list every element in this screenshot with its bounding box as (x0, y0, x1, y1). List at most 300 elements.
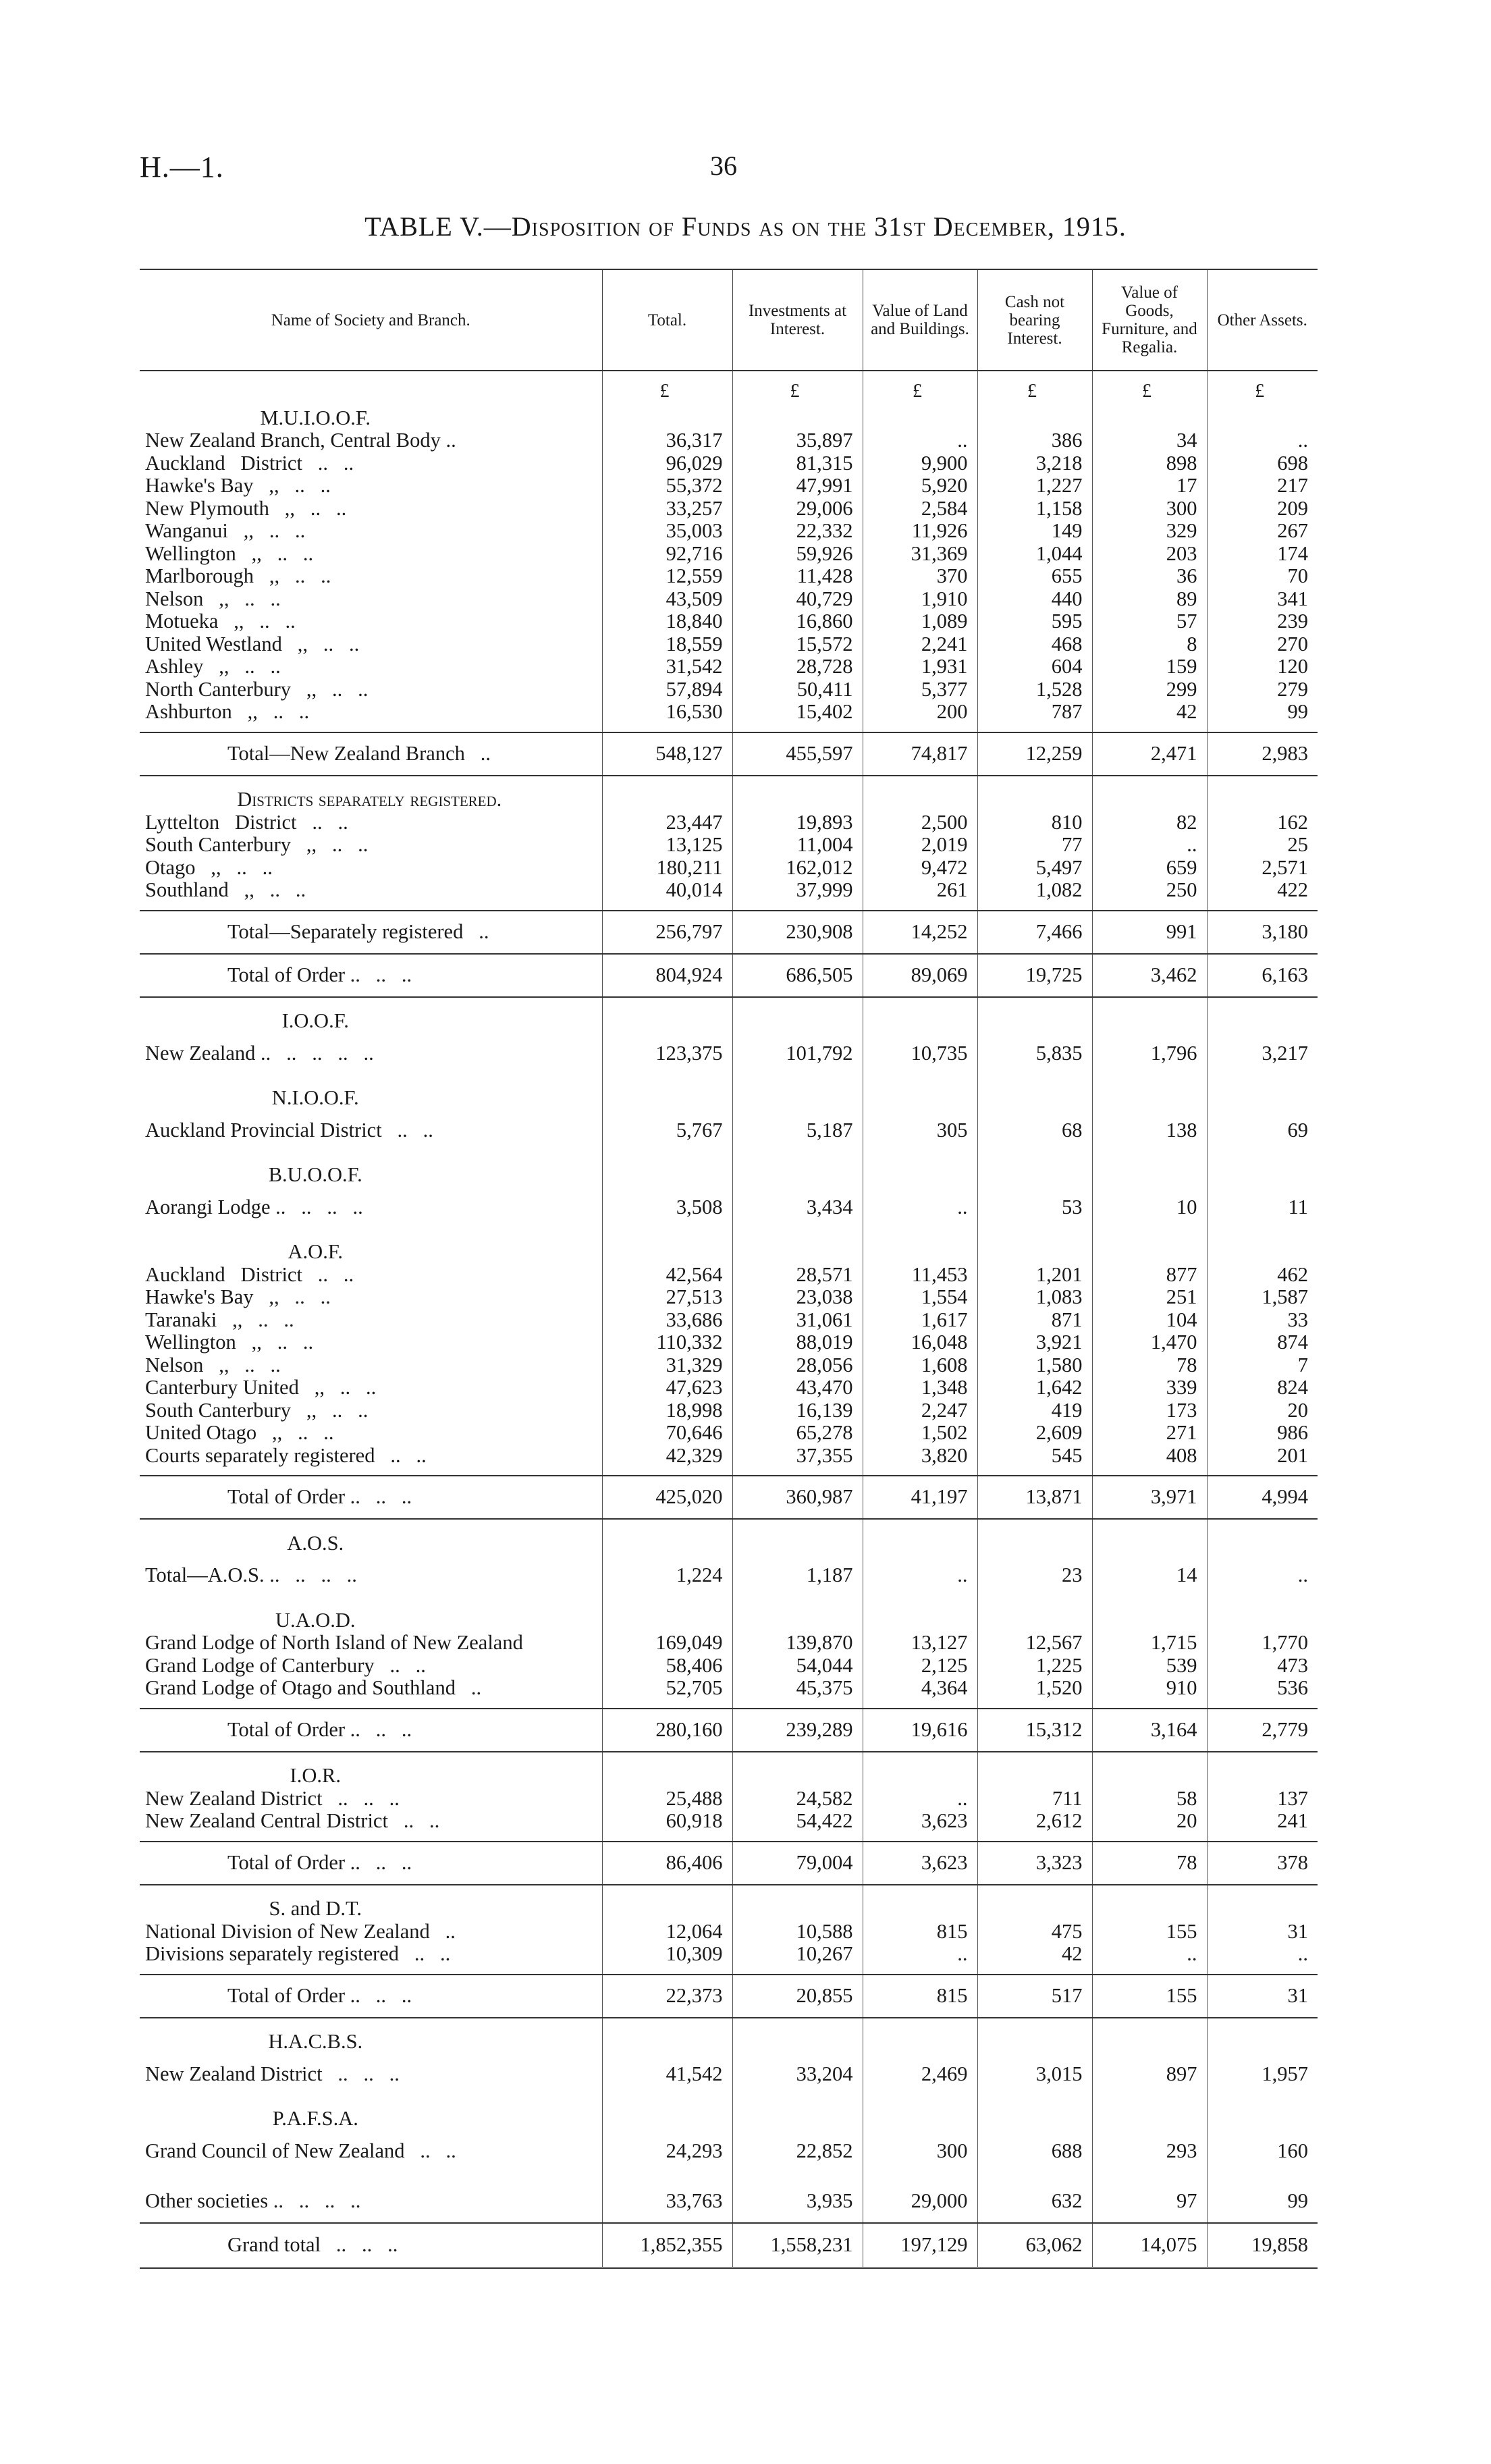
cash-cell: 1,158 (977, 498, 1092, 520)
goods-cell (1092, 1605, 1207, 1632)
header-goods: Value of Goods, Furniture, and Regalia. (1092, 269, 1207, 371)
total-cell: 33,257 (602, 498, 732, 520)
name-cell: Grand total .. .. .. (140, 2223, 602, 2268)
spacer-cell (977, 902, 1092, 911)
investments-cell: 22,332 (732, 520, 863, 543)
spacer-cell (1207, 1833, 1318, 1842)
land-cell (863, 1761, 977, 1788)
spacer-cell (1092, 1075, 1207, 1083)
cash-cell: 53 (977, 1187, 1092, 1229)
cash-cell: 7,466 (977, 911, 1092, 954)
cash-cell (977, 784, 1092, 811)
investments-cell: 5,187 (732, 1110, 863, 1152)
goods-cell (1092, 1006, 1207, 1033)
other-cell: .. (1207, 1555, 1318, 1597)
spacer-cell (1207, 2172, 1318, 2180)
section-heading-text: N.I.O.O.F. (271, 1086, 359, 1109)
total-cell: 33,763 (602, 2180, 732, 2223)
total-cell: 92,716 (602, 543, 732, 566)
table-row (140, 678, 1318, 701)
investments-cell: 65,278 (732, 1422, 863, 1445)
other-cell: 239 (1207, 610, 1318, 633)
investments-cell: 29,006 (732, 498, 863, 520)
goods-cell: 898 (1092, 452, 1207, 475)
name-cell: Otago ,, .. .. (145, 856, 273, 879)
land-cell: 1,608 (863, 1354, 977, 1377)
total-cell: 24,293 (602, 2131, 732, 2172)
investments-cell: 31,061 (732, 1309, 863, 1332)
cash-cell: 1,227 (977, 475, 1092, 498)
spacer-cell (1092, 1966, 1207, 1975)
total-cell (602, 1761, 732, 1788)
goods-cell: 3,164 (1092, 1709, 1207, 1752)
spacer-cell (977, 1229, 1092, 1237)
section-heading-text: Districts separately registered. (237, 788, 502, 811)
name-cell: Total of Order .. .. .. (140, 1842, 602, 1885)
goods-cell: 20 (1092, 1810, 1207, 1833)
goods-cell: 251 (1092, 1286, 1207, 1309)
name-cell: Ashburton ,, .. .. (145, 701, 310, 723)
other-cell: 698 (1207, 452, 1318, 475)
table-row (140, 520, 1318, 543)
section-heading-text: I.O.R. (290, 1764, 341, 1787)
spacer-cell (1092, 2018, 1207, 2027)
cash-cell: 12,259 (977, 732, 1092, 776)
cash-cell: 2,612 (977, 1810, 1092, 1833)
other-cell: 422 (1207, 879, 1318, 902)
other-cell: .. (1207, 1943, 1318, 1966)
currency-unit: £ (1092, 371, 1207, 402)
name-cell: Divisions separately registered .. .. (145, 1943, 451, 1965)
investments-cell (732, 402, 863, 429)
land-cell: 261 (863, 879, 977, 902)
investments-cell: 1,558,231 (732, 2223, 863, 2268)
header-other: Other Assets. (1207, 269, 1318, 371)
other-cell: 174 (1207, 543, 1318, 566)
spacer-cell (1092, 1229, 1207, 1237)
investments-cell: 28,728 (732, 655, 863, 678)
total-cell (602, 1605, 732, 1632)
other-cell: 267 (1207, 520, 1318, 543)
cash-cell: 517 (977, 1975, 1092, 2018)
cash-cell: 1,528 (977, 678, 1092, 701)
section-heading-row (140, 402, 1318, 429)
goods-cell: 97 (1092, 2180, 1207, 2223)
cash-cell: 1,225 (977, 1655, 1092, 1678)
goods-cell (1092, 2027, 1207, 2054)
name-cell: New Zealand District .. .. .. (145, 1787, 400, 1810)
table-row (140, 1331, 1318, 1354)
spacer-cell (732, 776, 863, 784)
land-cell (863, 1083, 977, 1110)
section-heading (140, 1528, 602, 1555)
header-land: Value of Land and Buildings. (863, 269, 977, 371)
land-cell (863, 1894, 977, 1921)
land-cell: 305 (863, 1110, 977, 1152)
cash-cell: 3,921 (977, 1331, 1092, 1354)
land-cell: 14,252 (863, 911, 977, 954)
cash-cell: 1,580 (977, 1354, 1092, 1377)
section-heading-text: P.A.F.S.A. (272, 2107, 358, 2130)
investments-cell: 162,012 (732, 857, 863, 880)
land-cell: 300 (863, 2131, 977, 2172)
section-heading-row (140, 1237, 1318, 1264)
goods-cell: 89 (1092, 588, 1207, 611)
spacer-cell (863, 724, 977, 732)
table-row (140, 1033, 1318, 1075)
other-cell: 99 (1207, 2180, 1318, 2223)
section-heading-row (140, 1761, 1318, 1788)
cash-cell: 12,567 (977, 1632, 1092, 1655)
name-cell: Total—A.O.S. .. .. .. .. (145, 1563, 357, 1587)
investments-cell: 40,729 (732, 588, 863, 611)
spacer-cell (863, 1467, 977, 1476)
total-cell (602, 402, 732, 429)
spacer-cell (140, 1467, 602, 1476)
goods-cell: 910 (1092, 1677, 1207, 1700)
table-row (140, 1399, 1318, 1422)
other-cell: 99 (1207, 701, 1318, 724)
order-total-row (140, 1842, 1318, 1885)
total-cell: 123,375 (602, 1033, 732, 1075)
name-cell: North Canterbury ,, .. .. (145, 678, 369, 701)
spacer-cell (1092, 997, 1207, 1006)
investments-cell: 24,582 (732, 1788, 863, 1811)
spacer-cell (140, 1075, 602, 1083)
goods-cell (1092, 784, 1207, 811)
spacer-cell (977, 1833, 1092, 1842)
cash-cell: 688 (977, 2131, 1092, 2172)
cash-cell: 1,201 (977, 1264, 1092, 1287)
goods-cell (1092, 2104, 1207, 2131)
table-row (140, 1187, 1318, 1229)
other-cell: 201 (1207, 1445, 1318, 1468)
other-cell (1207, 1761, 1318, 1788)
grand-total-row (140, 2223, 1318, 2268)
investments-cell: 33,204 (732, 2054, 863, 2095)
name-cell: Hawke's Bay ,, .. .. (145, 1286, 331, 1308)
spacer-cell (1092, 1519, 1207, 1528)
investments-cell: 79,004 (732, 1842, 863, 1885)
total-cell: 10,309 (602, 1943, 732, 1966)
section-heading (140, 1237, 602, 1264)
spacer-cell (977, 2018, 1092, 2027)
goods-cell: 10 (1092, 1187, 1207, 1229)
total-cell: 1,224 (602, 1555, 732, 1597)
spacer-cell (140, 776, 602, 784)
investments-cell: 37,355 (732, 1445, 863, 1468)
goods-cell: 8 (1092, 633, 1207, 656)
total-cell: 110,332 (602, 1331, 732, 1354)
total-cell: 36,317 (602, 429, 732, 452)
land-cell: 1,089 (863, 610, 977, 633)
land-cell: 197,129 (863, 2223, 977, 2268)
spacer-cell (140, 2018, 602, 2027)
investments-cell: 54,422 (732, 1810, 863, 1833)
total-cell: 3,508 (602, 1187, 732, 1229)
spacer-cell (1092, 776, 1207, 784)
goods-cell: 78 (1092, 1842, 1207, 1885)
investments-cell: 59,926 (732, 543, 863, 566)
other-cell (1207, 1528, 1318, 1555)
total-cell: 31,542 (602, 655, 732, 678)
land-cell: 370 (863, 565, 977, 588)
name-cell: Grand Lodge of Otago and Southland .. (145, 1677, 482, 1699)
total-cell: 180,211 (602, 857, 732, 880)
goods-cell: 104 (1092, 1309, 1207, 1332)
spacer-cell (602, 724, 732, 732)
total-cell: 31,329 (602, 1354, 732, 1377)
spacer-cell (977, 1467, 1092, 1476)
table-row (140, 1632, 1318, 1655)
investments-cell: 47,991 (732, 475, 863, 498)
spacer-cell (140, 2095, 602, 2104)
name-cell: New Zealand Central District .. .. (145, 1810, 440, 1832)
other-cell: 4,994 (1207, 1476, 1318, 1519)
spacer-cell (863, 1700, 977, 1709)
order-total-row (140, 954, 1318, 997)
cash-cell: 13,871 (977, 1476, 1092, 1519)
other-cell: 279 (1207, 678, 1318, 701)
other-cell: 33 (1207, 1309, 1318, 1332)
spacer-cell (140, 997, 602, 1006)
land-cell: 9,472 (863, 857, 977, 880)
name-cell: Marlborough ,, .. .. (145, 565, 331, 587)
total-cell: 12,559 (602, 565, 732, 588)
other-cell (1207, 1160, 1318, 1187)
other-cell (1207, 2104, 1318, 2131)
total-cell (602, 1006, 732, 1033)
table-row (140, 2054, 1318, 2095)
spacer-cell (1207, 997, 1318, 1006)
spacer-row (140, 902, 1318, 911)
total-cell: 47,623 (602, 1376, 732, 1399)
table-row (140, 1264, 1318, 1287)
spacer-cell (863, 2095, 977, 2104)
investments-cell: 50,411 (732, 678, 863, 701)
cash-cell: 1,520 (977, 1677, 1092, 1700)
name-cell: Auckland Provincial District .. .. (145, 1118, 433, 1142)
other-cell: 6,163 (1207, 954, 1318, 997)
cash-cell (977, 1160, 1092, 1187)
spacer-cell (732, 1229, 863, 1237)
other-cell: 160 (1207, 2131, 1318, 2172)
goods-cell: 36 (1092, 565, 1207, 588)
goods-cell: 14,075 (1092, 2223, 1207, 2268)
total-cell: 43,509 (602, 588, 732, 611)
section-heading (140, 1761, 602, 1788)
land-cell: 815 (863, 1921, 977, 1944)
page-identifier: H.—1. (140, 151, 224, 184)
goods-cell: 339 (1092, 1376, 1207, 1399)
name-cell: Hawke's Bay ,, .. .. (145, 475, 331, 497)
spacer-cell (977, 1966, 1092, 1975)
name-cell: Total of Order .. .. .. (140, 1709, 602, 1752)
total-cell (602, 1083, 732, 1110)
land-cell (863, 2027, 977, 2054)
spacer-cell (140, 1229, 602, 1237)
page-number: 36 (710, 151, 737, 181)
section-heading (140, 784, 602, 811)
land-cell: 11,926 (863, 520, 977, 543)
spacer-cell (140, 1966, 602, 1975)
spacer-cell (977, 1885, 1092, 1894)
total-cell: 52,705 (602, 1677, 732, 1700)
land-cell: 11,453 (863, 1264, 977, 1287)
spacer-row (140, 1519, 1318, 1528)
goods-cell: 300 (1092, 498, 1207, 520)
total-cell: 27,513 (602, 1286, 732, 1309)
other-cell: 31 (1207, 1921, 1318, 1944)
header-name: Name of Society and Branch. (140, 269, 602, 371)
spacer-cell (1092, 1152, 1207, 1160)
currency-unit: £ (863, 371, 977, 402)
name-cell: Southland ,, .. .. (145, 879, 306, 901)
investments-cell: 10,267 (732, 1943, 863, 1966)
cash-cell (977, 1237, 1092, 1264)
land-cell: .. (863, 1943, 977, 1966)
table-row (140, 1445, 1318, 1468)
table-row (140, 1376, 1318, 1399)
spacer-row (140, 1885, 1318, 1894)
table-row (140, 1422, 1318, 1445)
name-cell: Taranaki ,, .. .. (145, 1308, 294, 1331)
header-investments: Investments at Interest. (732, 269, 863, 371)
other-cell: 120 (1207, 655, 1318, 678)
other-cell: 3,217 (1207, 1033, 1318, 1075)
subtotal-row (140, 911, 1318, 954)
land-cell: 5,920 (863, 475, 977, 498)
goods-cell: 3,462 (1092, 954, 1207, 997)
cash-cell: 5,497 (977, 857, 1092, 880)
name-cell: United Westland ,, .. .. (145, 633, 360, 655)
table-row (140, 834, 1318, 857)
spacer-cell (863, 1152, 977, 1160)
total-cell: 5,767 (602, 1110, 732, 1152)
spacer-cell (732, 1752, 863, 1761)
total-cell: 25,488 (602, 1788, 732, 1811)
other-cell: 31 (1207, 1975, 1318, 2018)
spacer-cell (1207, 2018, 1318, 2027)
investments-cell: 20,855 (732, 1975, 863, 2018)
other-cell: 25 (1207, 834, 1318, 857)
investments-cell: 10,588 (732, 1921, 863, 1944)
table-row (140, 655, 1318, 678)
goods-cell: 408 (1092, 1445, 1207, 1468)
cash-cell: 15,312 (977, 1709, 1092, 1752)
spacer-cell (977, 2095, 1092, 2104)
investments-cell: 3,935 (732, 2180, 863, 2223)
total-cell: 16,530 (602, 701, 732, 724)
spacer-cell (1207, 1467, 1318, 1476)
spacer-cell (1207, 1966, 1318, 1975)
total-cell: 23,447 (602, 811, 732, 834)
spacer-cell (140, 1597, 602, 1605)
currency-unit: £ (602, 371, 732, 402)
investments-cell: 88,019 (732, 1331, 863, 1354)
goods-cell: .. (1092, 834, 1207, 857)
goods-cell (1092, 1528, 1207, 1555)
land-cell: 2,125 (863, 1655, 977, 1678)
investments-cell (732, 1605, 863, 1632)
cash-cell: 3,323 (977, 1842, 1092, 1885)
total-cell (602, 1160, 732, 1187)
spacer-cell (1092, 2095, 1207, 2104)
land-cell: 1,617 (863, 1309, 977, 1332)
total-cell: 35,003 (602, 520, 732, 543)
spacer-cell (863, 776, 977, 784)
spacer-cell (732, 1700, 863, 1709)
investments-cell (732, 1160, 863, 1187)
cash-cell: 1,642 (977, 1376, 1092, 1399)
total-cell (602, 2027, 732, 2054)
investments-cell: 139,870 (732, 1632, 863, 1655)
other-cell: 217 (1207, 475, 1318, 498)
spacer-cell (1092, 1700, 1207, 1709)
table-title-prefix: TABLE V.— (364, 211, 512, 242)
total-cell (602, 1894, 732, 1921)
total-cell: 33,686 (602, 1309, 732, 1332)
spacer-row (140, 1229, 1318, 1237)
total-cell: 57,894 (602, 678, 732, 701)
spacer-cell (977, 1700, 1092, 1709)
name-cell: South Canterbury ,, .. .. (145, 834, 369, 856)
spacer-cell (602, 1229, 732, 1237)
other-cell: 162 (1207, 811, 1318, 834)
goods-cell: 155 (1092, 1921, 1207, 1944)
investments-cell: 28,056 (732, 1354, 863, 1377)
investments-cell: 15,402 (732, 701, 863, 724)
land-cell: 31,369 (863, 543, 977, 566)
investments-cell: 11,428 (732, 565, 863, 588)
name-cell: National Division of New Zealand .. (145, 1920, 456, 1943)
spacer-cell (140, 2172, 602, 2180)
spacer-cell (732, 1597, 863, 1605)
spacer-cell (732, 2018, 863, 2027)
total-cell: 55,372 (602, 475, 732, 498)
spacer-cell (602, 1885, 732, 1894)
goods-cell: 1,796 (1092, 1033, 1207, 1075)
spacer-cell (602, 997, 732, 1006)
spacer-row (140, 1752, 1318, 1761)
total-cell (602, 1237, 732, 1264)
name-cell: Other societies .. .. .. .. (145, 2189, 361, 2212)
section-heading-row (140, 1605, 1318, 1632)
goods-cell: 34 (1092, 429, 1207, 452)
spacer-cell (863, 1966, 977, 1975)
other-cell: .. (1207, 429, 1318, 452)
table-row (140, 1788, 1318, 1811)
spacer-cell (602, 2018, 732, 2027)
name-cell: Total—New Zealand Branch .. (140, 732, 602, 776)
name-cell: Nelson ,, .. .. (145, 1354, 281, 1376)
cash-cell (977, 1761, 1092, 1788)
goods-cell: 58 (1092, 1788, 1207, 1811)
cash-cell: 1,044 (977, 543, 1092, 566)
spacer-cell (977, 1519, 1092, 1528)
investments-cell (732, 1083, 863, 1110)
goods-cell: 159 (1092, 655, 1207, 678)
goods-cell: 1,715 (1092, 1632, 1207, 1655)
other-cell: 7 (1207, 1354, 1318, 1377)
spacer-cell (977, 1752, 1092, 1761)
cash-cell: 545 (977, 1445, 1092, 1468)
spacer-cell (1207, 1597, 1318, 1605)
investments-cell (732, 784, 863, 811)
goods-cell: 203 (1092, 543, 1207, 566)
land-cell (863, 1006, 977, 1033)
total-cell: 280,160 (602, 1709, 732, 1752)
